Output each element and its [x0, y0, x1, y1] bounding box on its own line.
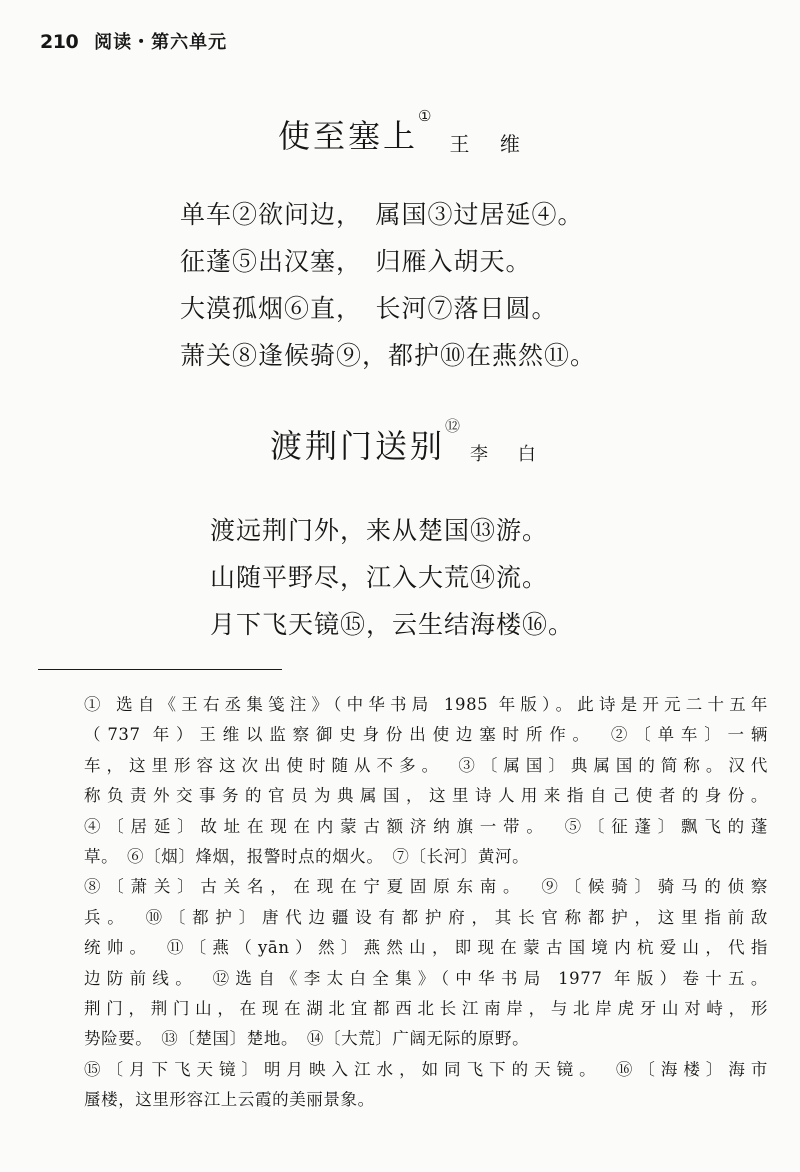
footnote-line: 势险要。 ⑬〔楚国〕楚地。 ⑭〔大荒〕广阔无际的原野。	[84, 1029, 530, 1049]
footnote-line: ⑮〔月下飞天镜〕明月映入江水，如同飞下的天镜。 ⑯〔海楼〕海市	[84, 1059, 768, 1079]
page-number: 210	[40, 31, 79, 53]
footnote-line: ① 选自《王右丞集笺注》（中华书局 1985 年版）。此诗是开元二十五年	[84, 695, 768, 714]
poem1-author: 王 维	[449, 132, 532, 156]
poem1-title-row: 使至塞上 ① 王 维	[278, 107, 532, 156]
poem-line: 渡远荆门外，来从楚国⑬游。	[210, 516, 549, 545]
footnote-line: （737 年）王维以监察御史身份出使边塞时所作。 ②〔单车〕一辆	[84, 725, 768, 745]
footnote-line: 草。 ⑥〔烟〕烽烟，报警时点的烟火。 ⑦〔长河〕黄河。	[84, 846, 530, 866]
poem1-body	[180, 191, 596, 379]
footnotes	[84, 690, 768, 1115]
footnote-divider	[38, 669, 282, 670]
footnote-line: 兵。 ⑩〔都护〕唐代边疆设有都护府，其长官称都护，这里指前敌	[84, 907, 768, 927]
footnote-line: ⑧〔萧关〕古关名，在现在宁夏固原东南。 ⑨〔候骑〕骑马的侦察	[84, 877, 768, 897]
footnote-line: 称负责外交事务的官员为典属国，这里诗人用来指自己使者的身份。	[84, 786, 768, 806]
running-header	[40, 28, 227, 58]
footnote-line: 边防前线。 ⑫选自《李太白全集》（中华书局 1977 年版）卷十五。	[84, 968, 768, 988]
footnote-line: 蜃楼，这里形容江上云霞的美丽景象。	[84, 1090, 375, 1110]
poem2-title-row: 渡荆门送别 ⑫ 李 白	[270, 417, 548, 465]
section-title: 阅读・第六单元	[94, 32, 228, 53]
poem-line: 月下飞天镜⑮，云生结海楼⑯。	[210, 610, 575, 639]
footnote-line: 车，这里形容这次出使时随从不多。 ③〔属国〕典属国的简称。汉代	[84, 755, 768, 775]
poem2-author: 李 白	[470, 444, 548, 465]
footnote-line: 荆门，荆门山，在现在湖北宜都西北长江南岸，与北岸虎牙山对峙，形	[84, 998, 768, 1018]
poem-line: 萧关⑧逢候骑⑨，都护⑩在燕然⑪。	[180, 341, 597, 370]
poem-line: 山随平野尽，江入大荒⑭流。	[210, 563, 549, 592]
footnote-line: ④〔居延〕故址在现在内蒙古额济纳旗一带。 ⑤〔征蓬〕飘飞的蓬	[84, 816, 768, 836]
footnote-line: 统帅。 ⑪〔燕（yān）然〕燕然山，即现在蒙古国境内杭爱山，代指	[84, 938, 768, 958]
poem-line: 单车②欲问边， 属国③过居延④。	[180, 200, 584, 229]
poem-line: 征蓬⑤出汉塞， 归雁入胡天。	[180, 247, 532, 276]
poem2-body	[210, 507, 574, 648]
poem1-title: 使至塞上	[278, 117, 419, 155]
poem-line: 大漠孤烟⑥直， 长河⑦落日圆。	[180, 294, 558, 323]
poem2-title: 渡荆门送别	[270, 427, 446, 465]
